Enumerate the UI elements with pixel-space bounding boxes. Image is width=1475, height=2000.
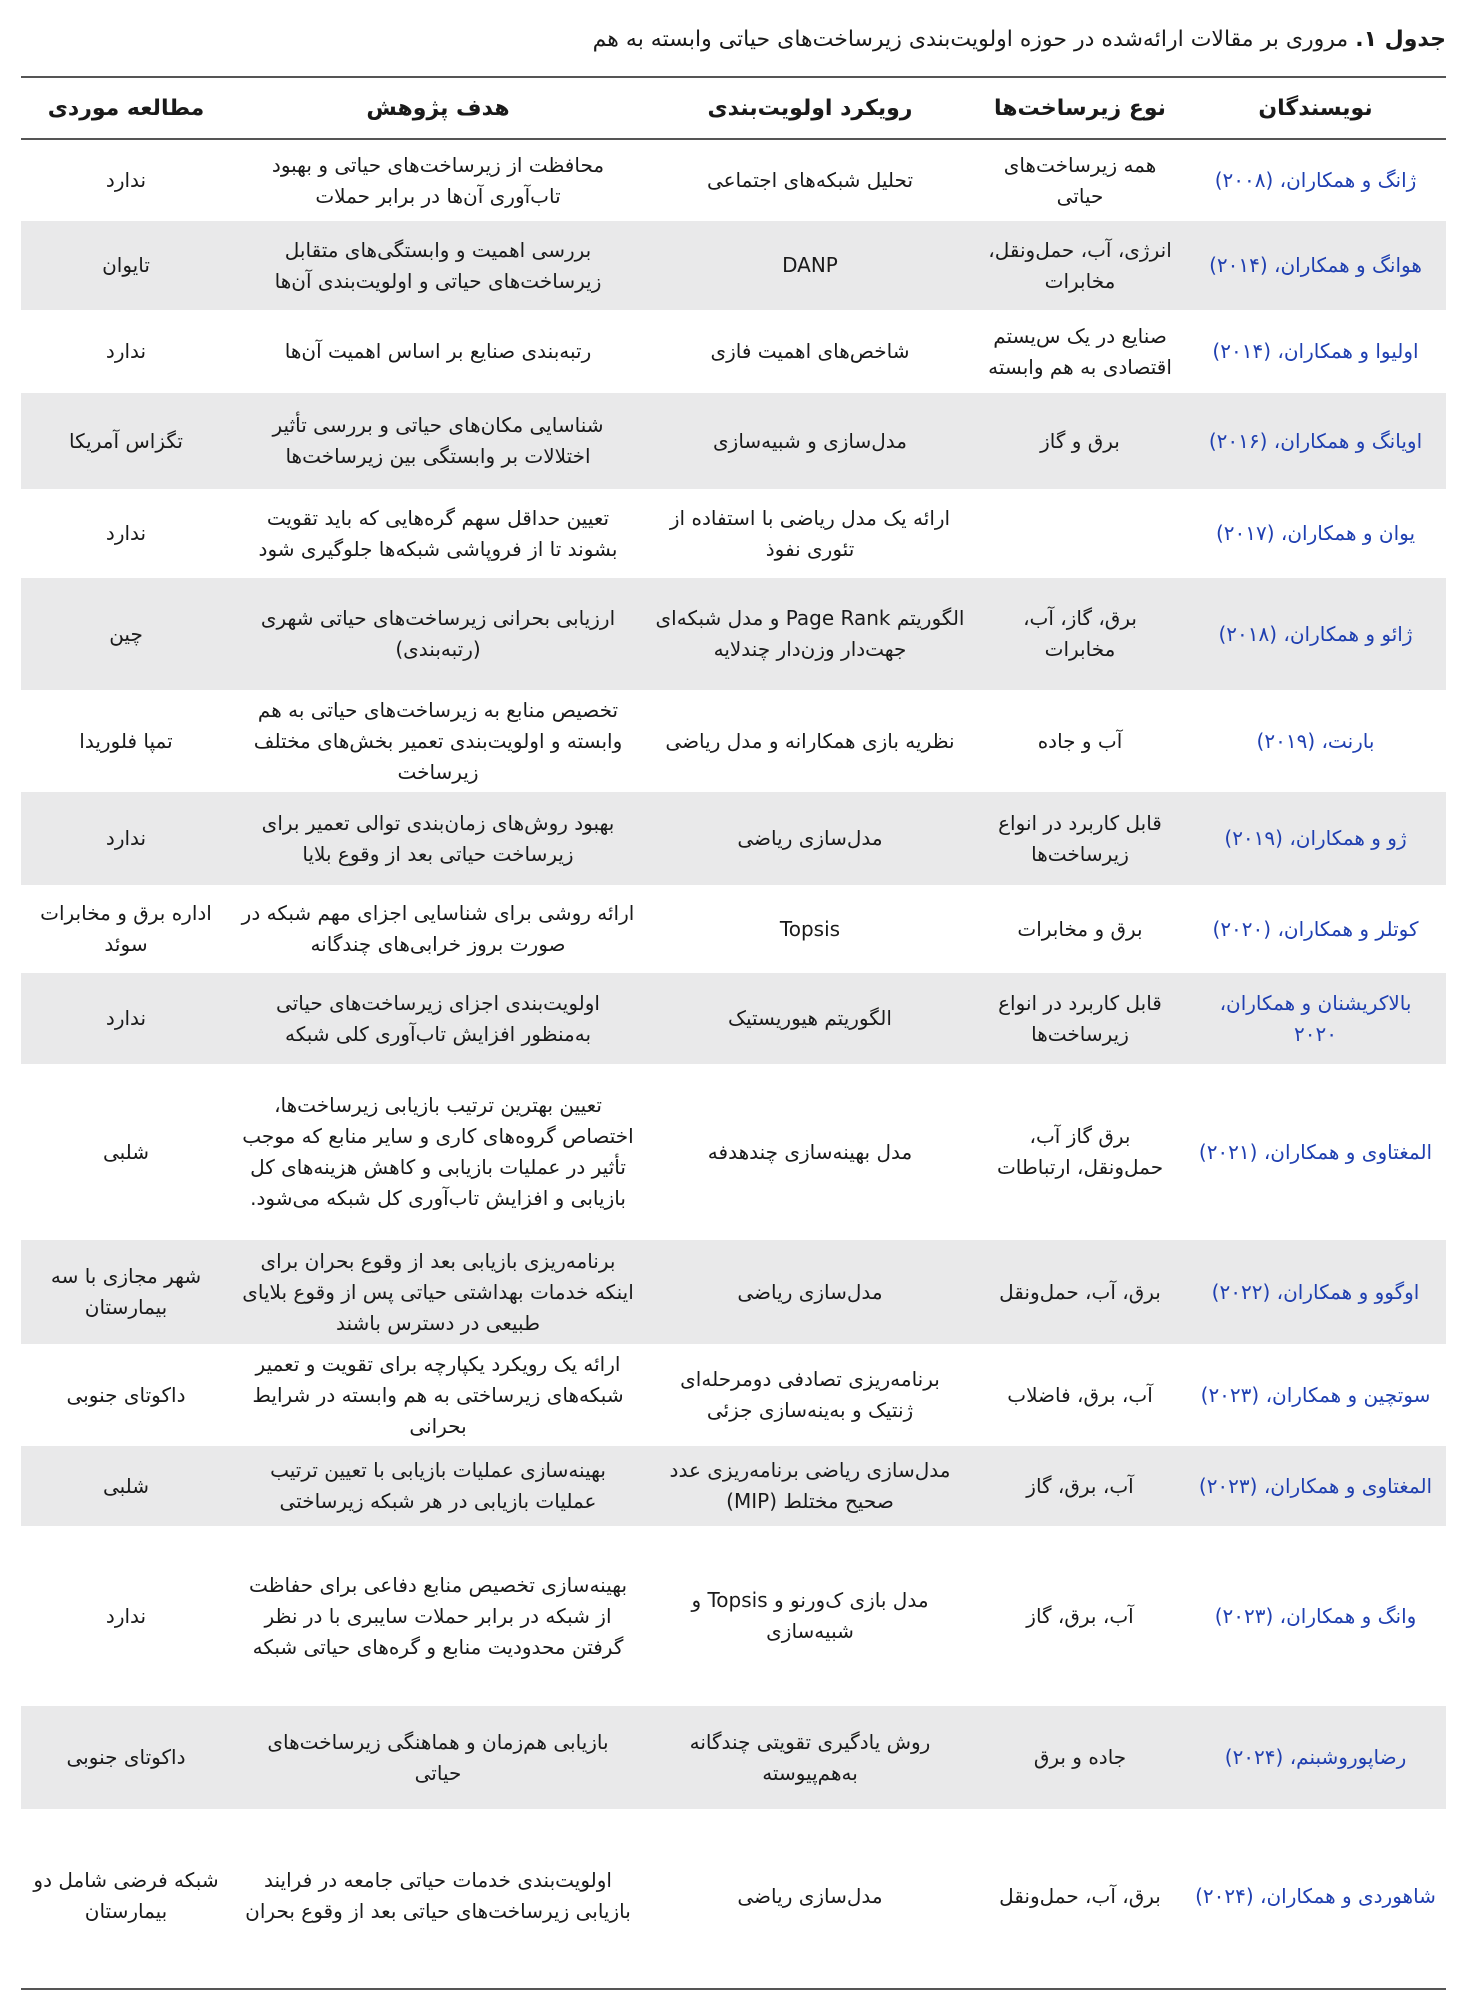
cell-authors[interactable]: بالاکریشنان و همکاران، ۲۰۲۰ bbox=[1185, 973, 1446, 1064]
cell-authors[interactable]: ژو و همکاران، (۲۰۱۹) bbox=[1185, 792, 1446, 885]
cell-infra-type: آب و جاده bbox=[975, 690, 1185, 792]
cell-goal: بهینه‌سازی عملیات بازیابی با تعیین ترتیب عملیات بازیابی در هر شبکه زیرساختی bbox=[231, 1446, 645, 1526]
header-goal: هدف پژوهش bbox=[231, 77, 645, 139]
cell-infra-type: برق، آب، حمل‌ونقل bbox=[975, 1240, 1185, 1344]
cell-authors[interactable]: ژانگ و همکاران، (۲۰۰۸) bbox=[1185, 139, 1446, 221]
cell-authors[interactable]: سوتچین و همکاران، (۲۰۲۳) bbox=[1185, 1344, 1446, 1446]
header-authors: نویسندگان bbox=[1185, 77, 1446, 139]
cell-approach: الگوریتم Page Rank و مدل شبکه‌ای جهت‌دار وزن‌دار چندلایه bbox=[645, 578, 975, 690]
cell-infra-type: برق و گاز bbox=[975, 393, 1185, 489]
cell-infra-type: قابل کاربرد در انواع زیرساخت‌ها bbox=[975, 973, 1185, 1064]
cell-authors[interactable]: رضاپوروشبنم، (۲۰۲۴) bbox=[1185, 1706, 1446, 1809]
cell-case-study: شلبی bbox=[21, 1064, 231, 1240]
table-row bbox=[21, 221, 1446, 310]
cell-case-study: چین bbox=[21, 578, 231, 690]
cell-case-study: ندارد bbox=[21, 310, 231, 393]
table-row bbox=[21, 139, 1446, 221]
cell-goal: ارزیابی بحرانی زیرساخت‌های حیاتی شهری (رتبه‌بندی) bbox=[231, 578, 645, 690]
cell-goal: اولویت‌بندی خدمات حیاتی جامعه در فرایند بازیابی زیرساخت‌های حیاتی بعد از وقوع بحران bbox=[231, 1809, 645, 1983]
cell-goal: محافظت از زیرساخت‌های حیاتی و بهبود تاب‌آوری آن‌ها در برابر حملات bbox=[231, 139, 645, 221]
cell-approach: مدل بازی ک‌ورنو و Topsis و شبیه‌سازی bbox=[645, 1526, 975, 1706]
cell-case-study: ندارد bbox=[21, 1526, 231, 1706]
cell-infra-type: آب، برق، گاز bbox=[975, 1526, 1185, 1706]
cell-authors[interactable]: اویانگ و همکاران، (۲۰۱۶) bbox=[1185, 393, 1446, 489]
cell-goal: بازیابی هم‌زمان و هماهنگی زیرساخت‌های حیاتی bbox=[231, 1706, 645, 1809]
table-header-row bbox=[21, 77, 1446, 139]
cell-goal: رتبه‌بندی صنایع بر اساس اهمیت آن‌ها bbox=[231, 310, 645, 393]
cell-approach: ارائه یک مدل ریاضی با استفاده از تئوری نفوذ bbox=[645, 489, 975, 578]
cell-approach: نظریه بازی همکارانه و مدل ریاضی bbox=[645, 690, 975, 792]
cell-case-study: تمپا فلوریدا bbox=[21, 690, 231, 792]
cell-infra-type: انرژی، آب، حمل‌ونقل، مخابرات bbox=[975, 221, 1185, 310]
table-row bbox=[21, 1526, 1446, 1706]
table-row bbox=[21, 1809, 1446, 1983]
cell-infra-type: آب، برق، فاضلاب bbox=[975, 1344, 1185, 1446]
cell-infra-type: برق، گاز، آب، مخابرات bbox=[975, 578, 1185, 690]
cell-authors[interactable]: هوانگ و همکاران، (۲۰۱۴) bbox=[1185, 221, 1446, 310]
cell-approach: مدل بهینه‌سازی چندهدفه bbox=[645, 1064, 975, 1240]
cell-goal: بررسی اهمیت و وابستگی‌های متقابل زیرساخت‌های حیاتی و اولویت‌بندی آن‌ها bbox=[231, 221, 645, 310]
cell-authors[interactable]: المغتاوی و همکاران، (۲۰۲۳) bbox=[1185, 1446, 1446, 1526]
cell-approach: الگوریتم هیوریستیک bbox=[645, 973, 975, 1064]
cell-goal: تعیین حداقل سهم گره‌هایی که باید تقویت بشوند تا از فروپاشی شبکه‌ها جلوگیری شود bbox=[231, 489, 645, 578]
cell-case-study: ندارد bbox=[21, 973, 231, 1064]
cell-approach: روش یادگیری تقویتی چندگانه به‌هم‌پیوسته bbox=[645, 1706, 975, 1809]
caption-label: جدول ۱. bbox=[1355, 27, 1446, 52]
table-row bbox=[21, 973, 1446, 1064]
cell-case-study: ندارد bbox=[21, 489, 231, 578]
cell-approach: مدل‌سازی ریاضی bbox=[645, 1240, 975, 1344]
cell-goal: برنامه‌ریزی بازیابی بعد از وقوع بحران برای اینکه خدمات بهداشتی حیاتی پس از وقوع بلایای طبیعی در دسترس باشند bbox=[231, 1240, 645, 1344]
cell-case-study: تگزاس آمریکا bbox=[21, 393, 231, 489]
cell-goal: ارائه روشی برای شناسایی اجزای مهم شبکه در صورت بروز خرابی‌های چندگانه bbox=[231, 885, 645, 973]
table-bottom-rule bbox=[21, 1988, 1446, 1990]
cell-infra-type: برق گاز آب، حمل‌ونقل، ارتباطات bbox=[975, 1064, 1185, 1240]
cell-case-study: شلبی bbox=[21, 1446, 231, 1526]
caption-text: مروری بر مقالات ارائه‌شده در حوزه اولویت‌بندی زیرساخت‌های حیاتی وابسته به هم bbox=[592, 27, 1356, 52]
cell-case-study: شهر مجازی با سه بیمارستان bbox=[21, 1240, 231, 1344]
cell-case-study: شبکه فرضی شامل دو بیمارستان bbox=[21, 1809, 231, 1983]
cell-approach: شاخص‌های اهمیت فازی bbox=[645, 310, 975, 393]
cell-goal: بهینه‌سازی تخصیص منابع دفاعی برای حفاظت از شبکه در برابر حملات سایبری با در نظر گرفتن محدودیت منابع و گره‌های حیاتی شبکه bbox=[231, 1526, 645, 1706]
cell-infra-type: برق و مخابرات bbox=[975, 885, 1185, 973]
table-row bbox=[21, 1064, 1446, 1240]
cell-infra-type: قابل کاربرد در انواع زیرساخت‌ها bbox=[975, 792, 1185, 885]
cell-approach: DANP bbox=[645, 221, 975, 310]
cell-authors[interactable]: وانگ و همکاران، (۲۰۲۳) bbox=[1185, 1526, 1446, 1706]
cell-case-study: داکوتای جنوبی bbox=[21, 1344, 231, 1446]
table-row bbox=[21, 310, 1446, 393]
cell-authors[interactable]: کوتلر و همکاران، (۲۰۲۰) bbox=[1185, 885, 1446, 973]
cell-goal: اولویت‌بندی اجزای زیرساخت‌های حیاتی به‌منظور افزایش تاب‌آوری کلی شبکه bbox=[231, 973, 645, 1064]
cell-infra-type: صنایع در یک س‌یستم اقتصادی به هم وابسته bbox=[975, 310, 1185, 393]
cell-approach: Topsis bbox=[645, 885, 975, 973]
cell-infra-type: همه زیرساخت‌های حیاتی bbox=[975, 139, 1185, 221]
literature-review-table bbox=[21, 76, 1446, 1983]
cell-authors[interactable]: بارنت، (۲۰۱۹) bbox=[1185, 690, 1446, 792]
table-row bbox=[21, 393, 1446, 489]
table-caption bbox=[29, 24, 1446, 56]
cell-approach: مدل‌سازی ریاضی bbox=[645, 1809, 975, 1983]
cell-approach: برنامه‌ریزی تصادفی دومرحله‌ای ژنتیک و به‌ینه‌سازی جزئی bbox=[645, 1344, 975, 1446]
cell-infra-type: آب، برق، گاز bbox=[975, 1446, 1185, 1526]
table-row bbox=[21, 1706, 1446, 1809]
cell-authors[interactable]: ژائو و همکاران، (۲۰۱۸) bbox=[1185, 578, 1446, 690]
table-row bbox=[21, 489, 1446, 578]
header-infra-type: نوع زیرساخت‌ها bbox=[975, 77, 1185, 139]
cell-infra-type bbox=[975, 489, 1185, 578]
cell-approach: مدل‌سازی ریاضی برنامه‌ریزی عدد صحیح مختلط (MIP) bbox=[645, 1446, 975, 1526]
table-row bbox=[21, 578, 1446, 690]
table-row bbox=[21, 1446, 1446, 1526]
cell-case-study: ندارد bbox=[21, 139, 231, 221]
cell-case-study: اداره برق و مخابرات سوئد bbox=[21, 885, 231, 973]
table-row bbox=[21, 1344, 1446, 1446]
cell-goal: بهبود روش‌های زمان‌بندی توالی تعمیر برای زیرساخت حیاتی بعد از وقوع بلایا bbox=[231, 792, 645, 885]
header-case-study: مطالعه موردی bbox=[21, 77, 231, 139]
cell-authors[interactable]: اولیوا و همکاران، (۲۰۱۴) bbox=[1185, 310, 1446, 393]
cell-case-study: داکوتای جنوبی bbox=[21, 1706, 231, 1809]
table-row bbox=[21, 690, 1446, 792]
cell-case-study: تایوان bbox=[21, 221, 231, 310]
cell-case-study: ندارد bbox=[21, 792, 231, 885]
cell-infra-type: برق، آب، حمل‌ونقل bbox=[975, 1809, 1185, 1983]
cell-goal: شناسایی مکان‌های حیاتی و بررسی تأثیر اختلالات بر وابستگی بین زیرساخت‌ها bbox=[231, 393, 645, 489]
cell-goal: ارائه یک رویکرد یکپارچه برای تقویت و تعمیر شبکه‌های زیرساختی به هم وابسته در شرایط بحرانی bbox=[231, 1344, 645, 1446]
cell-authors[interactable]: اوگوو و همکاران، (۲۰۲۲) bbox=[1185, 1240, 1446, 1344]
cell-authors[interactable]: شاهوردی و همکاران، (۲۰۲۴) bbox=[1185, 1809, 1446, 1983]
cell-goal: تعیین بهترین ترتیب بازیابی زیرساخت‌ها، اختصاص گروه‌های کاری و سایر منابع که موجب تأثیر در عملیات بازیابی و کاهش هزینه‌های کل بازیابی و افزایش تاب‌آوری کل شبکه می‌شود. bbox=[231, 1064, 645, 1240]
table-row bbox=[21, 1240, 1446, 1344]
header-approach: رویکرد اولویت‌بندی bbox=[645, 77, 975, 139]
cell-authors[interactable]: المغتاوی و همکاران، (۲۰۲۱) bbox=[1185, 1064, 1446, 1240]
cell-infra-type: جاده و برق bbox=[975, 1706, 1185, 1809]
cell-approach: تحلیل شبکه‌های اجتماعی bbox=[645, 139, 975, 221]
cell-authors[interactable]: یوان و همکاران، (۲۰۱۷) bbox=[1185, 489, 1446, 578]
table-row bbox=[21, 885, 1446, 973]
cell-approach: مدل‌سازی و شبیه‌سازی bbox=[645, 393, 975, 489]
cell-approach: مدل‌سازی ریاضی bbox=[645, 792, 975, 885]
cell-goal: تخصیص منابع به زیرساخت‌های حیاتی به هم وابسته و اولویت‌بندی تعمیر بخش‌های مختلف زیرساخت bbox=[231, 690, 645, 792]
table-row bbox=[21, 792, 1446, 885]
